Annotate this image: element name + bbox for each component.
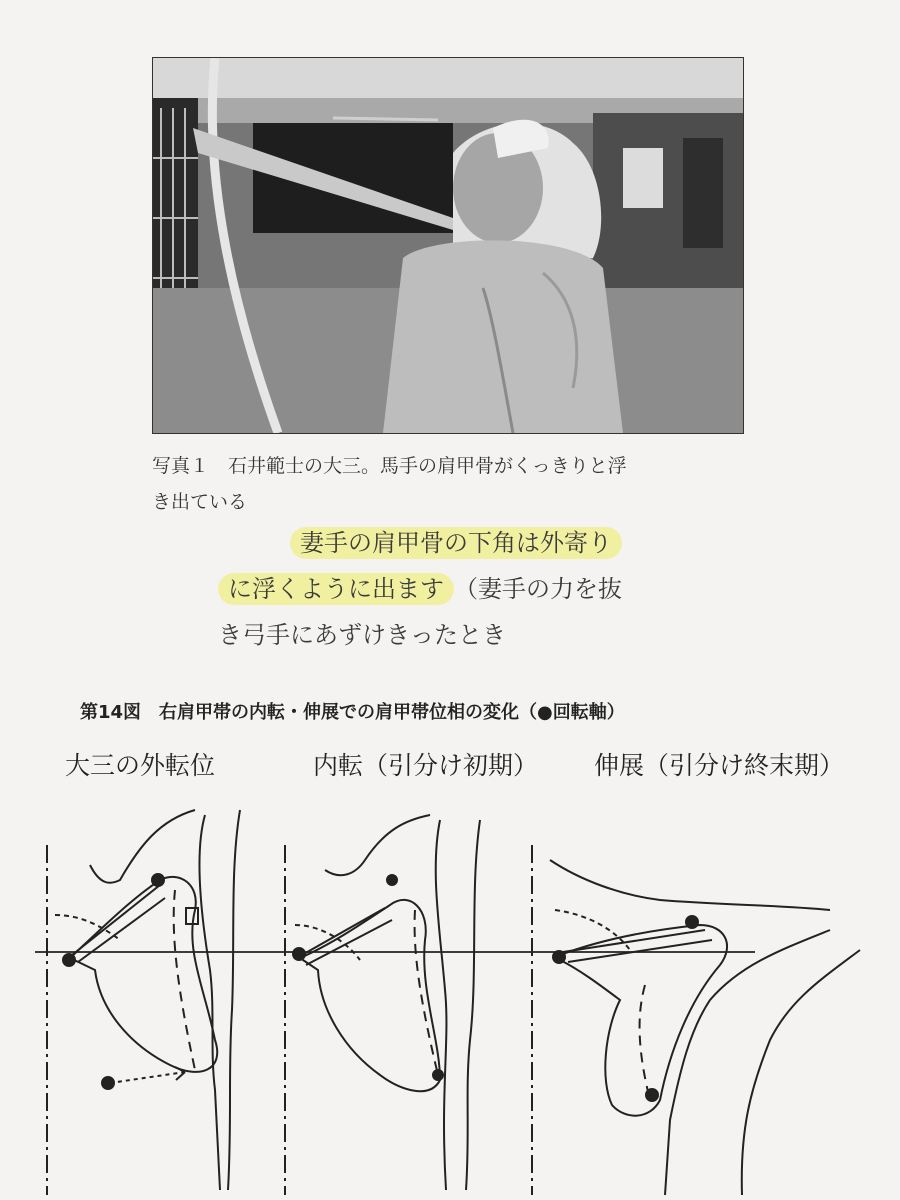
- note-row-2-rest: （妻手の力を抜: [454, 575, 622, 603]
- note-row-1: [218, 520, 622, 566]
- note-highlight-2: に浮くように出ます: [218, 573, 454, 605]
- annotation-note: [218, 520, 622, 658]
- panel-label-adduction: 内転（引分け初期）: [313, 751, 539, 780]
- photo-caption: [152, 448, 752, 520]
- archery-photo: [152, 57, 744, 434]
- note-highlight-1: 妻手の肩甲骨の下角は外寄り: [290, 527, 622, 559]
- panel-label-abduction: 大三の外転位: [65, 751, 216, 780]
- scapula-diagram: [0, 790, 900, 1200]
- note-row-2: [218, 566, 622, 612]
- figure-title: 第14図 右肩甲帯の内転・伸展での肩甲帯位相の変化（●回転軸）: [80, 702, 625, 723]
- caption-line-2: き出ている: [152, 491, 248, 513]
- note-row-3: き弓手にあずけきったとき: [218, 621, 506, 649]
- caption-line-1: 写真１ 石井範士の大三。馬手の肩甲骨がくっきりと浮: [152, 455, 627, 477]
- panel-label-extension: 伸展（引分け終末期）: [594, 751, 845, 780]
